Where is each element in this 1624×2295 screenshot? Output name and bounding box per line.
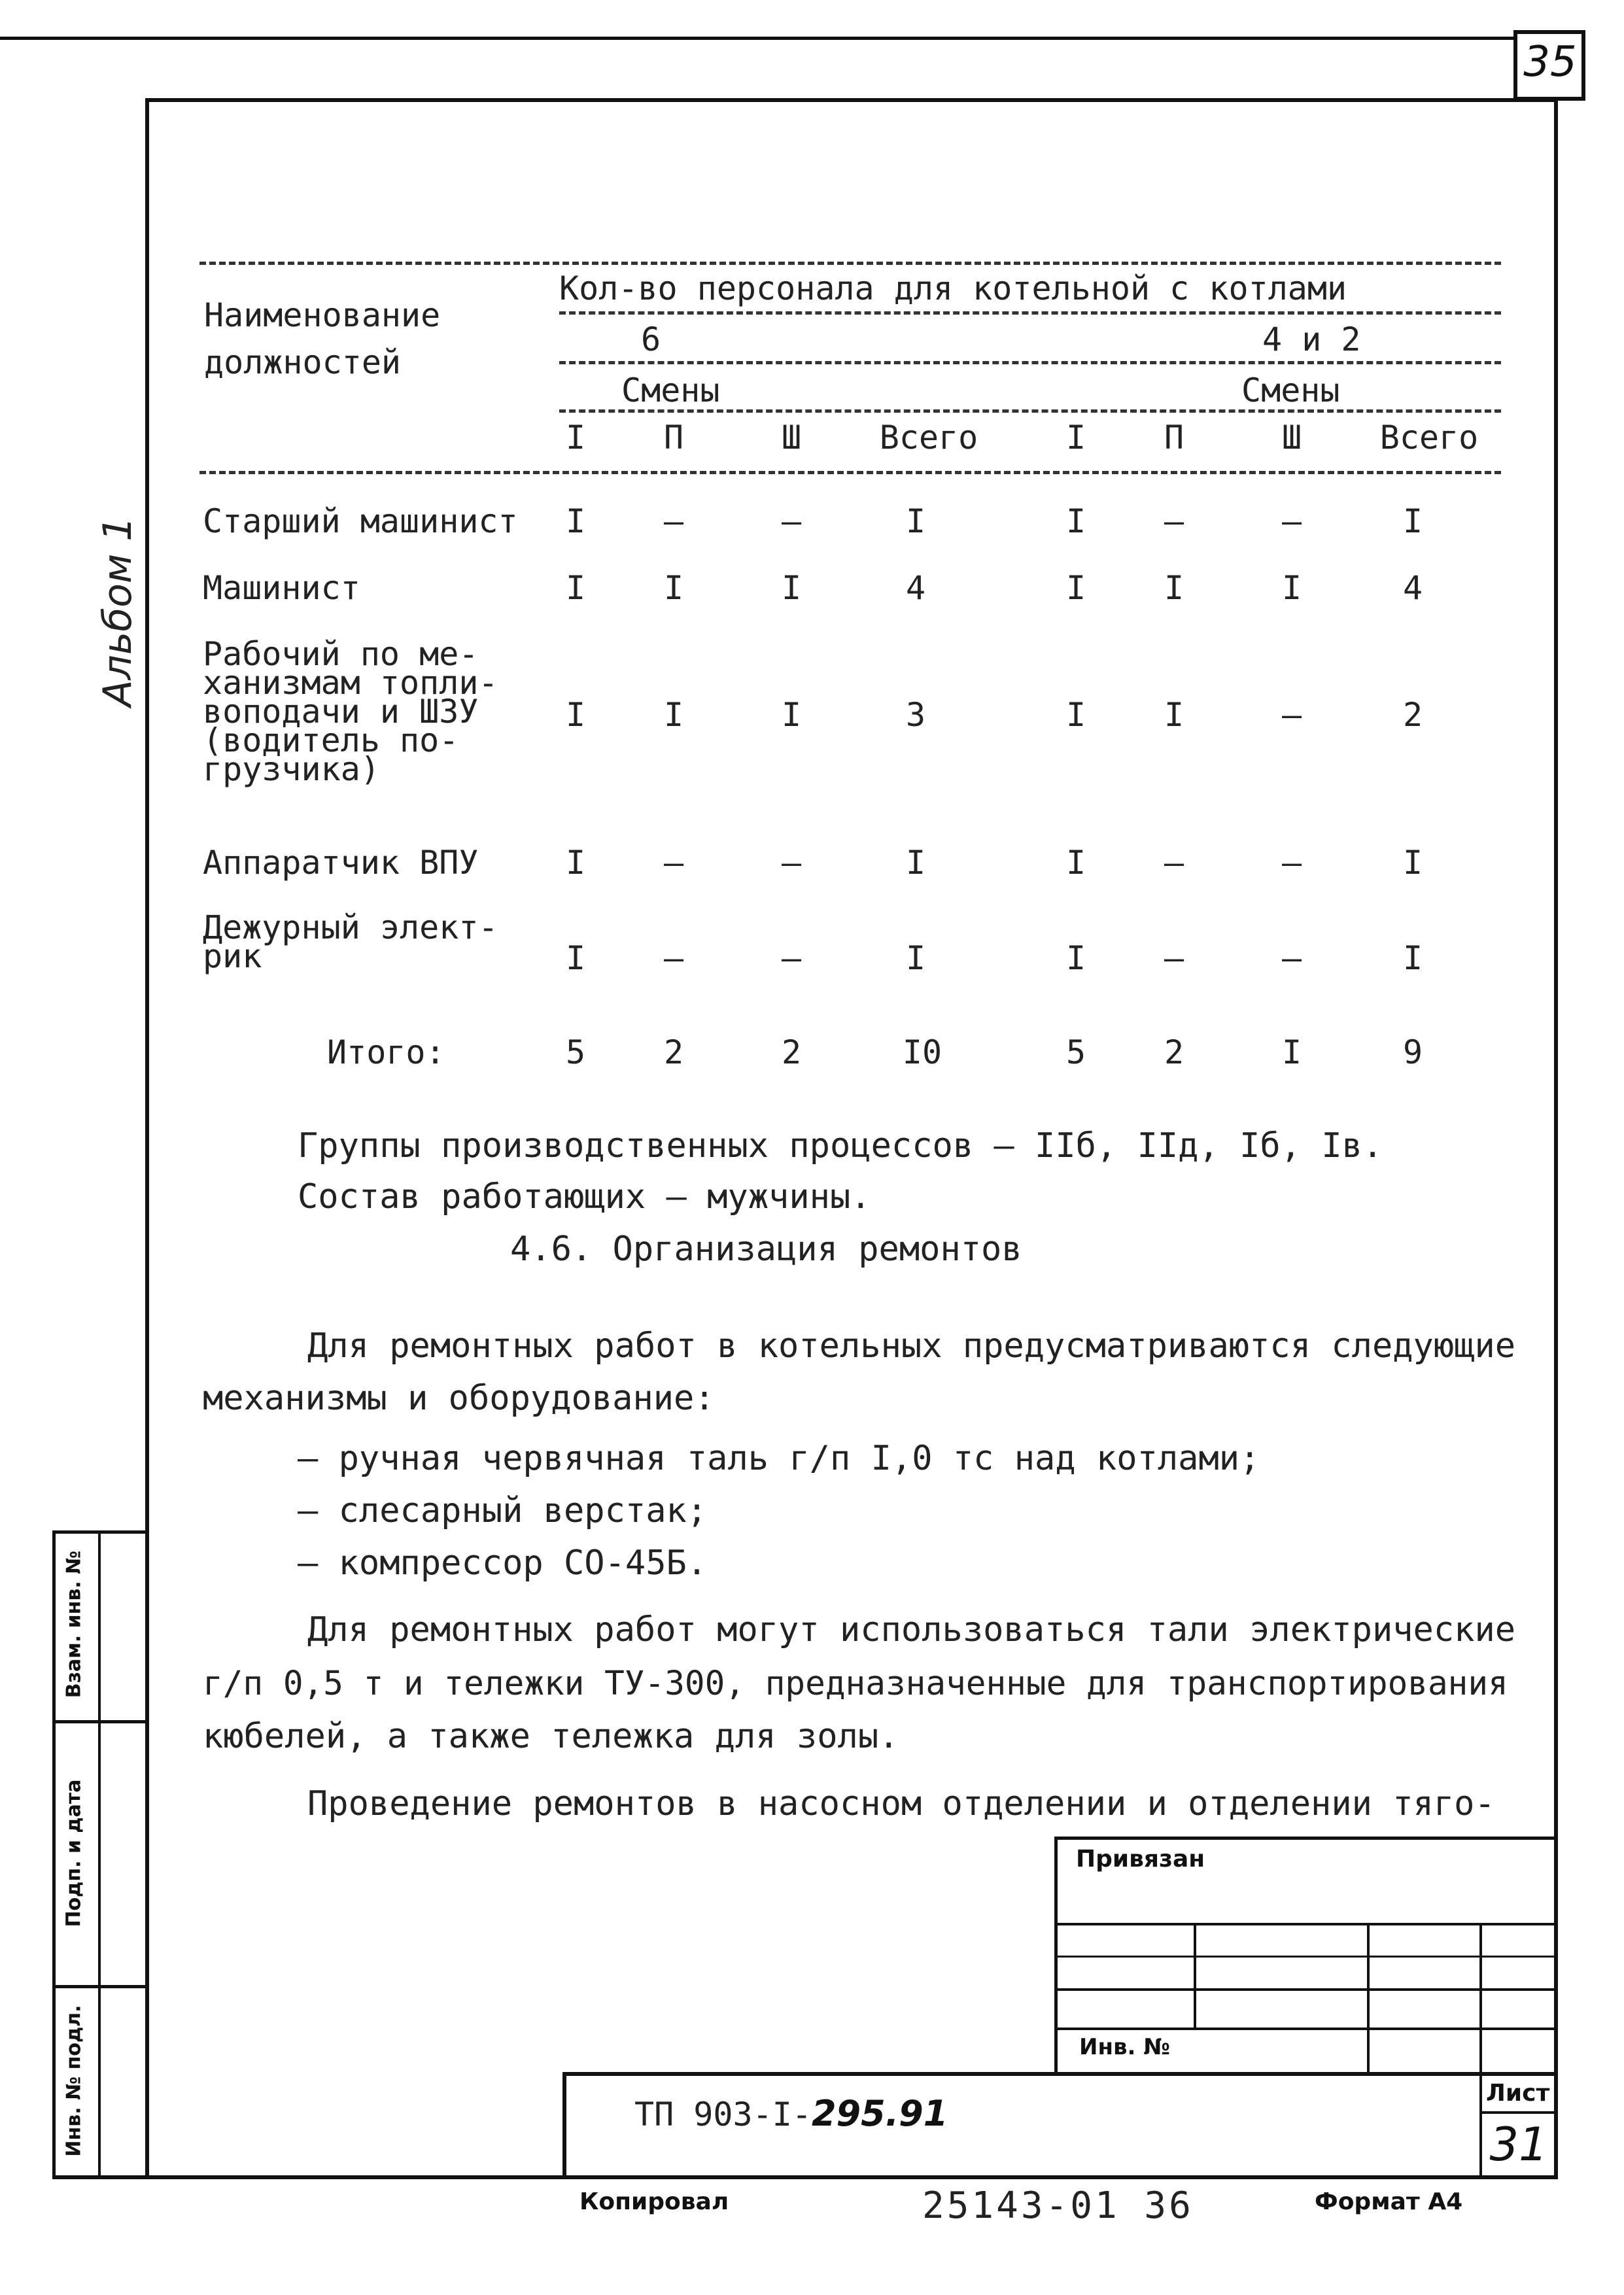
boiler-count-6: 6: [641, 320, 661, 358]
subheader-shift-2b: П: [1164, 419, 1184, 457]
cell: I: [1281, 569, 1302, 607]
privyazan-label: Привязан: [1076, 1846, 1205, 1872]
boiler-count-4-2: 4 и 2: [1262, 320, 1361, 358]
frame-top: [145, 98, 1558, 102]
bullet-item: – слесарный верстак;: [298, 1491, 708, 1530]
row-name: Дежурный элект- рик: [203, 908, 498, 975]
para2-line2: г/п 0,5 т и тележки ТУ-300, предназначенные для транспортирования: [203, 1665, 1508, 1703]
cell: I: [1164, 696, 1184, 734]
table-header-bottom-rule: [199, 471, 1501, 474]
sheet-label: Лист: [1486, 2080, 1550, 2107]
cell: –: [781, 502, 802, 540]
shifts-rule: [559, 409, 1501, 413]
shifts-label-2: Смены: [1241, 371, 1340, 409]
cell: –: [1281, 844, 1302, 882]
cell: I: [781, 569, 802, 607]
frame-right: [1554, 98, 1558, 2178]
side-stamp-inner: [98, 1530, 101, 2178]
footer-format: Формат А4: [1315, 2188, 1463, 2215]
subheader-shift-1b: I: [1065, 419, 1086, 457]
cell: I: [565, 502, 586, 540]
cell: –: [1164, 939, 1184, 977]
side-stamp-inv-podl: Инв. № подл.: [62, 2005, 86, 2157]
cell: I: [781, 696, 802, 734]
side-stamp-vzam-inv: Взам. инв. №: [62, 1550, 86, 1699]
cell: I: [565, 844, 586, 882]
title-block-top: [1054, 1837, 1558, 1840]
cell: 2: [1402, 696, 1423, 734]
para3-line1: Проведение ремонтов в насосном отделении и отделении тяго-: [307, 1784, 1495, 1823]
cell: I: [1402, 844, 1423, 882]
doc-code-prefix: ТП 903-I-: [634, 2096, 812, 2133]
para1-line1: Для ремонтных работ в котельных предусматриваются следующие: [307, 1326, 1516, 1366]
subheader-shift-2a: П: [663, 419, 684, 457]
cell: 4: [905, 569, 926, 607]
subheader-total-b: Всего: [1379, 419, 1479, 457]
row-name: Старший машинист: [203, 502, 518, 540]
side-stamp-outer: [52, 1530, 56, 2178]
code-block-top: [562, 2072, 1558, 2076]
row-name: Рабочий по ме- ханизмам топли- воподачи и ШЗУ (водитель по- грузчика): [203, 635, 498, 788]
cell: –: [1164, 844, 1184, 882]
frame-bottom: [52, 2175, 1558, 2179]
frame-top-edge: [0, 37, 1517, 40]
cell: I: [1402, 939, 1423, 977]
para1-line2: механизмы и оборудование:: [203, 1379, 715, 1418]
tb-row-1: [1054, 1923, 1558, 1925]
subheader-shift-1a: I: [565, 419, 586, 457]
total-cell: I0: [902, 1033, 942, 1071]
sheet-number: 31: [1489, 2118, 1548, 2171]
boiler-count-rule: [559, 361, 1501, 364]
sheet-divider: [1479, 2111, 1558, 2114]
cell: I: [1065, 502, 1086, 540]
row-name: Аппаратчик ВПУ: [203, 844, 479, 882]
side-stamp-div-2: [52, 1985, 148, 1988]
tb-col-2: [1367, 1923, 1370, 2072]
group-header: Кол-во персонала для котельной с котлами: [559, 269, 1347, 307]
cell: I: [905, 844, 926, 882]
subheader-shift-3a: Ш: [781, 419, 802, 457]
page-number: 35: [1523, 38, 1577, 86]
cell: –: [1281, 502, 1302, 540]
total-label: Итого:: [327, 1033, 445, 1071]
tb-col-1: [1194, 1923, 1196, 2028]
cell: I: [663, 696, 684, 734]
shifts-label-1: Смены: [621, 371, 720, 409]
frame-left: [145, 98, 149, 2178]
code-block-left: [562, 2072, 566, 2179]
bullet-item: – компрессор СО-45Б.: [298, 1544, 708, 1583]
cell: I: [1065, 939, 1086, 977]
cell: 3: [905, 696, 926, 734]
total-cell: 9: [1402, 1033, 1423, 1071]
cell: –: [663, 844, 684, 882]
subheader-shift-3b: Ш: [1281, 419, 1302, 457]
cell: I: [905, 939, 926, 977]
cell: –: [781, 939, 802, 977]
cell: –: [781, 844, 802, 882]
cell: I: [565, 696, 586, 734]
col-header-name: Наименование должностей: [204, 296, 441, 381]
tb-row-3: [1054, 1988, 1558, 1991]
cell: –: [1281, 939, 1302, 977]
doc-code-suffix: 295.91: [811, 2093, 948, 2134]
subheader-total-a: Всего: [879, 419, 978, 457]
cell: 4: [1402, 569, 1423, 607]
section-heading: 4.6. Организация ремонтов: [510, 1230, 1022, 1269]
cell: I: [1065, 696, 1086, 734]
total-cell: 2: [663, 1033, 684, 1071]
total-cell: 2: [781, 1033, 802, 1071]
row-name: Машинист: [203, 569, 360, 607]
bullet-item: – ручная червячная таль г/п I,0 тс над котлами;: [298, 1439, 1260, 1478]
para2-line1: Для ремонтных работ могут использоваться тали электрические: [307, 1610, 1516, 1649]
cell: I: [663, 569, 684, 607]
total-cell: 5: [565, 1033, 586, 1071]
cell: I: [565, 939, 586, 977]
group-header-rule: [559, 311, 1501, 315]
title-block-left: [1054, 1837, 1058, 2072]
table-top-rule: [199, 262, 1501, 265]
side-stamp-div-1: [52, 1720, 148, 1723]
cell: –: [663, 939, 684, 977]
album-label: Альбом 1: [95, 516, 141, 707]
footer-serial: 25143-01 36: [922, 2184, 1194, 2227]
cell: I: [565, 569, 586, 607]
footer-copied: Копировал: [579, 2188, 729, 2215]
groups-line: Группы производственных процессов – IIб, IIд, Iб, Iв.: [298, 1126, 1383, 1165]
total-cell: I: [1281, 1033, 1302, 1071]
cell: I: [1402, 502, 1423, 540]
cell: I: [1065, 569, 1086, 607]
doc-code: [634, 2093, 948, 2134]
total-cell: 5: [1065, 1033, 1086, 1071]
staff-line: Состав работающих – мужчины.: [298, 1177, 871, 1217]
cell: –: [1164, 502, 1184, 540]
inv-no-label: Инв. №: [1079, 2034, 1171, 2060]
para2-line3: кюбелей, а также тележка для золы.: [203, 1717, 899, 1756]
cell: –: [663, 502, 684, 540]
cell: I: [1065, 844, 1086, 882]
tb-row-4: [1054, 2028, 1558, 2030]
cell: I: [1164, 569, 1184, 607]
side-stamp-podp-data: Подп. и дата: [62, 1779, 86, 1927]
total-cell: 2: [1164, 1033, 1184, 1071]
cell: I: [905, 502, 926, 540]
tb-row-2: [1054, 1956, 1558, 1958]
cell: –: [1281, 696, 1302, 734]
